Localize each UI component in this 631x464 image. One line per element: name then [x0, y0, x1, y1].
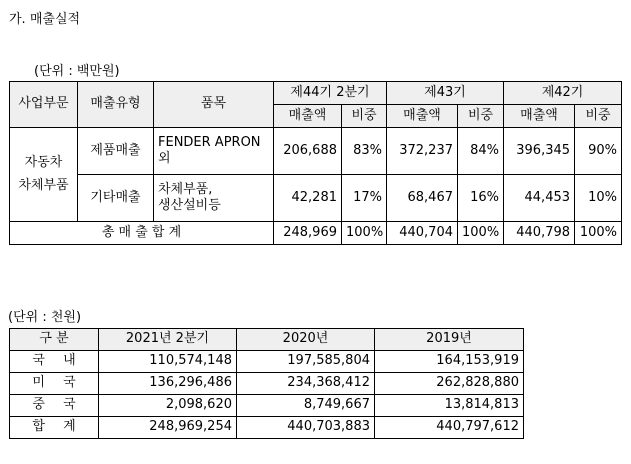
value-cell: 197,585,804 [237, 351, 375, 373]
header-item: 품목 [154, 82, 274, 128]
total-row [10, 417, 524, 439]
header-2020: 2020년 [237, 329, 375, 351]
total-sales-value: 248,969 [274, 222, 342, 245]
table2-header-row [10, 329, 524, 351]
header-period-42: 제42기 [504, 82, 622, 105]
sales-value-cell: 206,688 [274, 128, 342, 175]
header-period-43: 제43기 [387, 82, 504, 105]
header-sales-p2: 매출액 [387, 105, 458, 128]
total-ratio: 100% [342, 222, 387, 245]
value-cell: 136,296,486 [99, 373, 237, 395]
table1-header-row-1 [10, 82, 622, 105]
header-sales-type: 매출유형 [78, 82, 154, 128]
total-row [10, 222, 622, 245]
value-cell: 234,368,412 [237, 373, 375, 395]
total-ratio: 100% [575, 222, 622, 245]
table-row [10, 128, 622, 175]
section-heading: 가. 매출실적 [9, 12, 81, 27]
header-sales-p3: 매출액 [504, 105, 575, 128]
total-sales-value: 440,798 [504, 222, 575, 245]
total-ratio: 100% [458, 222, 504, 245]
value-cell: 440,797,612 [375, 417, 524, 439]
table1-unit-label: (단위 : 백만원) [34, 64, 120, 79]
total-label: 합 계 [10, 417, 99, 439]
table-row [10, 395, 524, 417]
header-2021q2: 2021년 2분기 [99, 329, 237, 351]
total-sales-value: 440,704 [387, 222, 458, 245]
header-2019: 2019년 [375, 329, 524, 351]
sales-value-cell: 372,237 [387, 128, 458, 175]
table-row [10, 351, 524, 373]
header-ratio-p3: 비중 [575, 105, 622, 128]
region-label: 중 국 [10, 395, 99, 417]
value-cell: 13,814,813 [375, 395, 524, 417]
sales-value-cell: 42,281 [274, 175, 342, 222]
value-cell: 2,098,620 [99, 395, 237, 417]
header-category: 구 분 [10, 329, 99, 351]
header-period-44: 제44기 2분기 [274, 82, 387, 105]
sales-value-cell: 44,453 [504, 175, 575, 222]
sales-value-cell: 396,345 [504, 128, 575, 175]
sales-type-cell: 제품매출 [78, 128, 154, 175]
header-ratio-p2: 비중 [458, 105, 504, 128]
sales-value-cell: 68,467 [387, 175, 458, 222]
regional-sales-table [9, 328, 524, 439]
table2-unit-label: (단위 : 천원) [8, 310, 82, 325]
value-cell: 248,969,254 [99, 417, 237, 439]
header-ratio-p1: 비중 [342, 105, 387, 128]
header-sales-p1: 매출액 [274, 105, 342, 128]
item-cell: FENDER APRON 외 [154, 128, 274, 175]
ratio-cell: 16% [458, 175, 504, 222]
table-row [10, 175, 622, 222]
division-cell: 자동차 차체부품 [10, 128, 78, 222]
total-label: 총 매 출 합 계 [10, 222, 274, 245]
sales-type-cell: 기타매출 [78, 175, 154, 222]
ratio-cell: 17% [342, 175, 387, 222]
table-row [10, 373, 524, 395]
ratio-cell: 84% [458, 128, 504, 175]
item-cell: 차체부품, 생산설비등 [154, 175, 274, 222]
region-label: 미 국 [10, 373, 99, 395]
ratio-cell: 90% [575, 128, 622, 175]
sales-performance-table [9, 81, 622, 245]
ratio-cell: 83% [342, 128, 387, 175]
header-division: 사업부문 [10, 82, 78, 128]
value-cell: 262,828,880 [375, 373, 524, 395]
ratio-cell: 10% [575, 175, 622, 222]
value-cell: 110,574,148 [99, 351, 237, 373]
region-label: 국 내 [10, 351, 99, 373]
value-cell: 440,703,883 [237, 417, 375, 439]
value-cell: 164,153,919 [375, 351, 524, 373]
value-cell: 8,749,667 [237, 395, 375, 417]
